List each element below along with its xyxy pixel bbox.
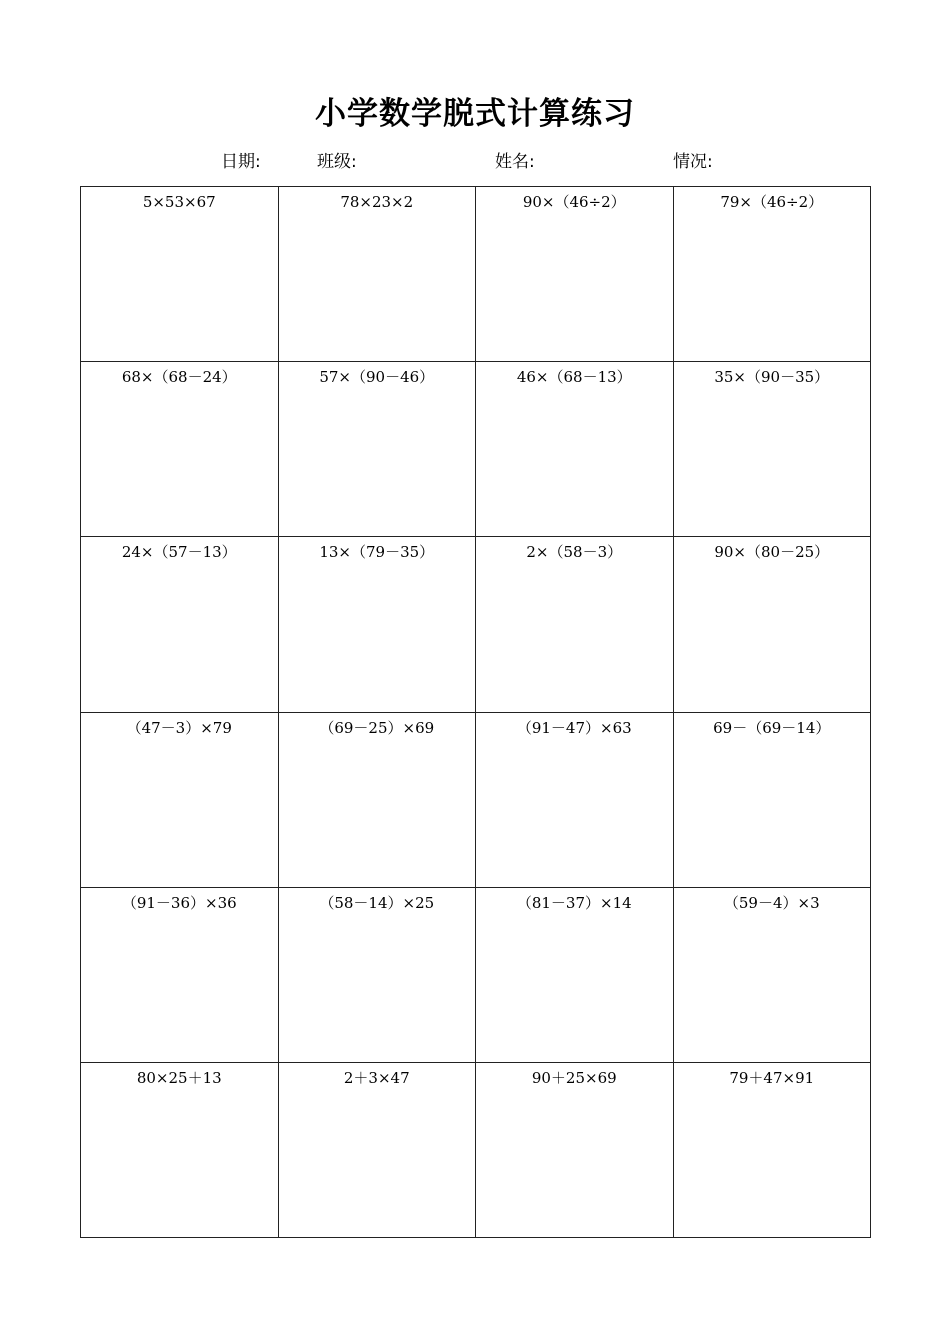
date-label: 日期:: [221, 152, 261, 172]
problem-expression: （69－25）×69: [319, 718, 435, 737]
problem-expression: 57×（90－46）: [319, 368, 435, 387]
problem-expression: 68×（68－24）: [121, 368, 237, 387]
problem-cell[interactable]: [81, 537, 279, 712]
problem-expression: 13×（79－35）: [319, 543, 435, 562]
problem-cell[interactable]: [674, 888, 872, 1063]
page-title: 小学数学脱式计算练习: [315, 96, 635, 132]
problem-expression: 90＋25×69: [531, 1068, 617, 1087]
problem-cell[interactable]: [279, 1063, 477, 1238]
problem-cell[interactable]: [674, 187, 872, 362]
problem-expression: 78×23×2: [340, 193, 414, 211]
problem-expression: （91－47）×63: [516, 718, 632, 737]
problem-cell[interactable]: [674, 1063, 872, 1238]
problem-cell[interactable]: [279, 362, 477, 537]
problem-cell[interactable]: [476, 888, 674, 1063]
problem-cell[interactable]: [81, 187, 279, 362]
name-label: 姓名:: [495, 152, 535, 172]
problem-cell[interactable]: [674, 362, 872, 537]
problem-cell[interactable]: [81, 1063, 279, 1238]
problem-expression: （91－36）×36: [121, 893, 237, 912]
problem-expression: （59－4）×3: [723, 893, 820, 912]
class-label: 班级:: [317, 152, 357, 172]
problem-expression: 2×（58－3）: [526, 543, 623, 562]
problem-cell[interactable]: [279, 187, 477, 362]
problem-expression: （47－3）×79: [126, 718, 232, 737]
problem-expression: 5×53×67: [142, 193, 216, 211]
problem-cell[interactable]: [476, 537, 674, 712]
problem-expression: 35×（90－35）: [714, 368, 830, 387]
problem-cell[interactable]: [476, 362, 674, 537]
problem-expression: 46×（68－13）: [516, 368, 632, 387]
problem-grid: [80, 186, 871, 1238]
problem-cell[interactable]: [279, 888, 477, 1063]
problem-cell[interactable]: [81, 713, 279, 888]
problem-expression: 2＋3×47: [343, 1068, 410, 1087]
problem-expression: （81－37）×14: [516, 893, 632, 912]
problem-expression: 79＋47×91: [729, 1068, 815, 1087]
problem-cell[interactable]: [674, 713, 872, 888]
problem-cell[interactable]: [476, 713, 674, 888]
problem-cell[interactable]: [81, 888, 279, 1063]
problem-expression: 80×25＋13: [136, 1068, 222, 1087]
problem-expression: 90×（80－25）: [714, 543, 830, 562]
problem-cell[interactable]: [279, 713, 477, 888]
problem-cell[interactable]: [81, 362, 279, 537]
problem-expression: （58－14）×25: [319, 893, 435, 912]
problem-expression: 69－（69－14）: [713, 718, 831, 737]
problem-cell[interactable]: [279, 537, 477, 712]
problem-cell[interactable]: [476, 187, 674, 362]
problem-cell[interactable]: [674, 537, 872, 712]
problem-expression: 90×（46÷2）: [522, 193, 626, 211]
problem-expression: 24×（57－13）: [121, 543, 237, 562]
status-label: 情况:: [673, 152, 713, 172]
problem-expression: 79×（46÷2）: [720, 193, 824, 211]
problem-cell[interactable]: [476, 1063, 674, 1238]
